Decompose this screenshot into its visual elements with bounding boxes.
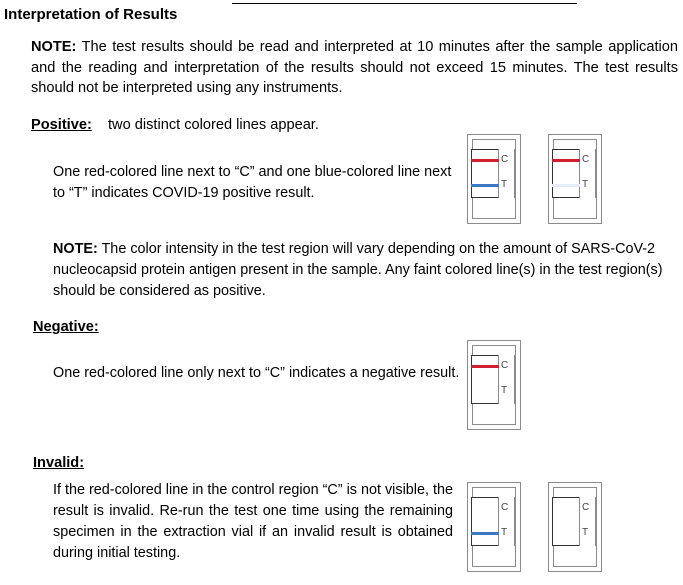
note-text: The color intensity in the test region will vary depending on the amount of SARS-CoV-2 nucleocapsid protein antigen present in the sample. Any faint colored line(s) in the test region(s) should be considered as positive. <box>53 241 663 299</box>
negative-strip <box>467 340 521 430</box>
control-label: C <box>501 360 509 371</box>
timing-note <box>31 37 678 99</box>
control-label: C <box>582 502 590 513</box>
invalid-heading: Invalid: <box>33 455 85 471</box>
positive-description: One red-colored line next to “C” and one blue-colored line next to “T” indicates COVID-19 positive result. <box>53 164 452 201</box>
positive-heading: Positive: <box>31 117 92 133</box>
test-label: T <box>582 179 589 190</box>
test-label: T <box>501 385 508 396</box>
invalid-strip-blank <box>548 482 602 572</box>
test-line <box>471 532 499 535</box>
invalid-description: If the red-colored line in the control region “C” is not visible, the result is invalid. Re-run the test one time using the remaining specimen in the extraction vial if an invalid result is obtained during initial testing. <box>53 482 453 561</box>
section-title: Interpretation of Results <box>4 6 178 23</box>
intensity-note <box>53 239 673 302</box>
negative-heading: Negative: <box>33 319 99 335</box>
positive-summary: two distinct colored lines appear. <box>108 117 319 133</box>
top-rule <box>232 3 577 4</box>
control-label: C <box>501 154 509 165</box>
negative-description: One red-colored line only next to “C” indicates a negative result. <box>53 365 460 381</box>
control-label: C <box>582 154 590 165</box>
control-line <box>471 365 499 368</box>
faint-test-line <box>552 184 580 187</box>
test-line <box>471 184 499 187</box>
control-line <box>471 159 499 162</box>
note-label: NOTE: <box>31 39 77 55</box>
test-label: T <box>582 527 589 538</box>
control-label: C <box>501 502 509 513</box>
control-line <box>552 159 580 162</box>
invalid-strip-test-only <box>467 482 521 572</box>
positive-faint-strip <box>548 134 602 224</box>
test-label: T <box>501 179 508 190</box>
note-label: NOTE: <box>53 241 98 257</box>
note-text: The test results should be read and interpreted at 10 minutes after the sample application and the reading and interpretation of the results should not exceed 15 minutes. The test results should not be interpreted using any instruments. <box>31 39 678 96</box>
test-label: T <box>501 527 508 538</box>
positive-strip <box>467 134 521 224</box>
